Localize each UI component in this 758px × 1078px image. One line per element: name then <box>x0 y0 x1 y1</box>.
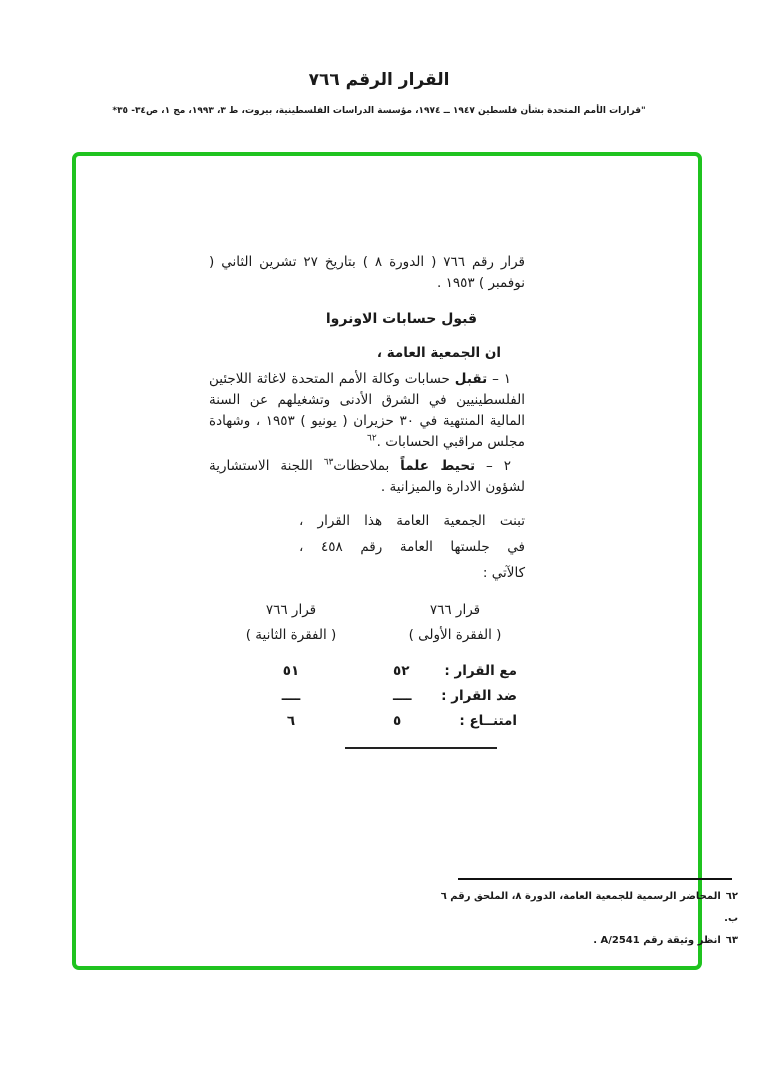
footnote-ref-62: ٦٢ <box>367 433 377 444</box>
vote-row-abstain-value-col2: ٦ <box>286 713 296 729</box>
vote-col2-title: قرار ٧٦٦ <box>265 602 317 618</box>
footnote-63-number: ٦٣ <box>725 935 738 946</box>
clause-1-number: ١ – <box>487 371 511 387</box>
operative-clause-1 <box>209 369 525 453</box>
section-divider-line <box>345 747 497 749</box>
vote-col1-subtitle: ( الفقرة الأولى ) <box>408 627 502 643</box>
footnote-divider-line <box>458 878 732 880</box>
vote-row-in-favor-value-col2: ٥١ <box>282 663 300 679</box>
highlight-frame <box>72 152 738 970</box>
footnote-62-number: ٦٢ <box>725 891 738 902</box>
resolution-body <box>209 252 525 749</box>
vote-row-abstain <box>393 711 517 732</box>
page-title: القرار الرقم ٧٦٦ <box>308 70 450 90</box>
clause-2-text-b: اللجنة الاستشارية لشؤون الادارة والميزانية . <box>209 458 525 495</box>
vote-row-against <box>393 686 517 707</box>
vote-row-in-favor <box>393 661 517 682</box>
vote-row-abstain-value-col1: ٥ <box>393 713 402 729</box>
preamble-line: ان الجمعية العامة ، <box>376 345 501 361</box>
adoption-line-2: في جلستها العامة رقم ٤٥٨ ، <box>299 539 525 555</box>
footnote-63-text: انظر وثيقة رقم A/2541 . <box>593 935 721 946</box>
clause-2-text-a: بملاحظات <box>333 458 401 474</box>
footnote-62 <box>436 886 738 930</box>
source-citation: "قرارات الأمم المتحدة بشأن فلسطين ١٩٤٧ ــ ١٩٧٤، مؤسسة الدراسات الفلسطينية، بيروت، ط ٣، ١٩٩٣، مج ١، ص٣٤- ٣٥* <box>112 106 646 116</box>
clause-1-verb: تقبل <box>454 371 488 387</box>
vote-table-spacer <box>235 648 517 661</box>
vote-row-abstain-label: امتنــاع : <box>459 713 517 729</box>
vote-col1-title: قرار ٧٦٦ <box>429 602 481 618</box>
voting-results-table <box>209 600 517 736</box>
resolution-heading: قبول حسابات الاونروا <box>325 311 477 327</box>
adoption-line-1: تبنت الجمعية العامة هذا القرار ، <box>299 513 525 529</box>
footnotes-block <box>436 878 738 952</box>
resolution-intro-line: قرار رقم ٧٦٦ ( الدورة ٨ ) بتاريخ ٢٧ تشرين الثاني ( نوفمبر ) ١٩٥٣ . <box>209 254 526 291</box>
footnote-62-text: المحاضر الرسمية للجمعية العامة، الدورة ٨، الملحق رقم ٦ ب. <box>440 891 738 924</box>
footnote-63 <box>436 930 738 952</box>
clause-1-text: حسابات وكالة الأمم المتحدة لاغاثة اللاجئين الفلسطينيين في الشرق الأدنى وتشغيلهم عن السنة المالية المنتهية في ٣٠ حزيران ( يونيو ) ١٩٥٣ ، وشهادة مجلس مراقبي الحسابات . <box>209 371 525 450</box>
operative-clause-2 <box>209 456 525 498</box>
clause-2-number: ٢ – <box>475 458 511 474</box>
vote-row-against-label: ضد القرار : <box>441 688 517 704</box>
adoption-line-3: كالآتي : <box>482 565 525 581</box>
clause-2-verb: تحيط علماً <box>400 458 476 474</box>
footnote-ref-63: ٦٣ <box>323 457 334 468</box>
vote-row-against-value-col2: ــــ <box>281 688 301 704</box>
vote-row-in-favor-value-col1: ٥٢ <box>393 663 410 679</box>
vote-row-in-favor-label: مع القرار : <box>444 663 517 679</box>
vote-col2-subtitle: ( الفقرة الثانية ) <box>245 627 337 643</box>
vote-row-against-value-col1: ــــ <box>393 688 412 704</box>
